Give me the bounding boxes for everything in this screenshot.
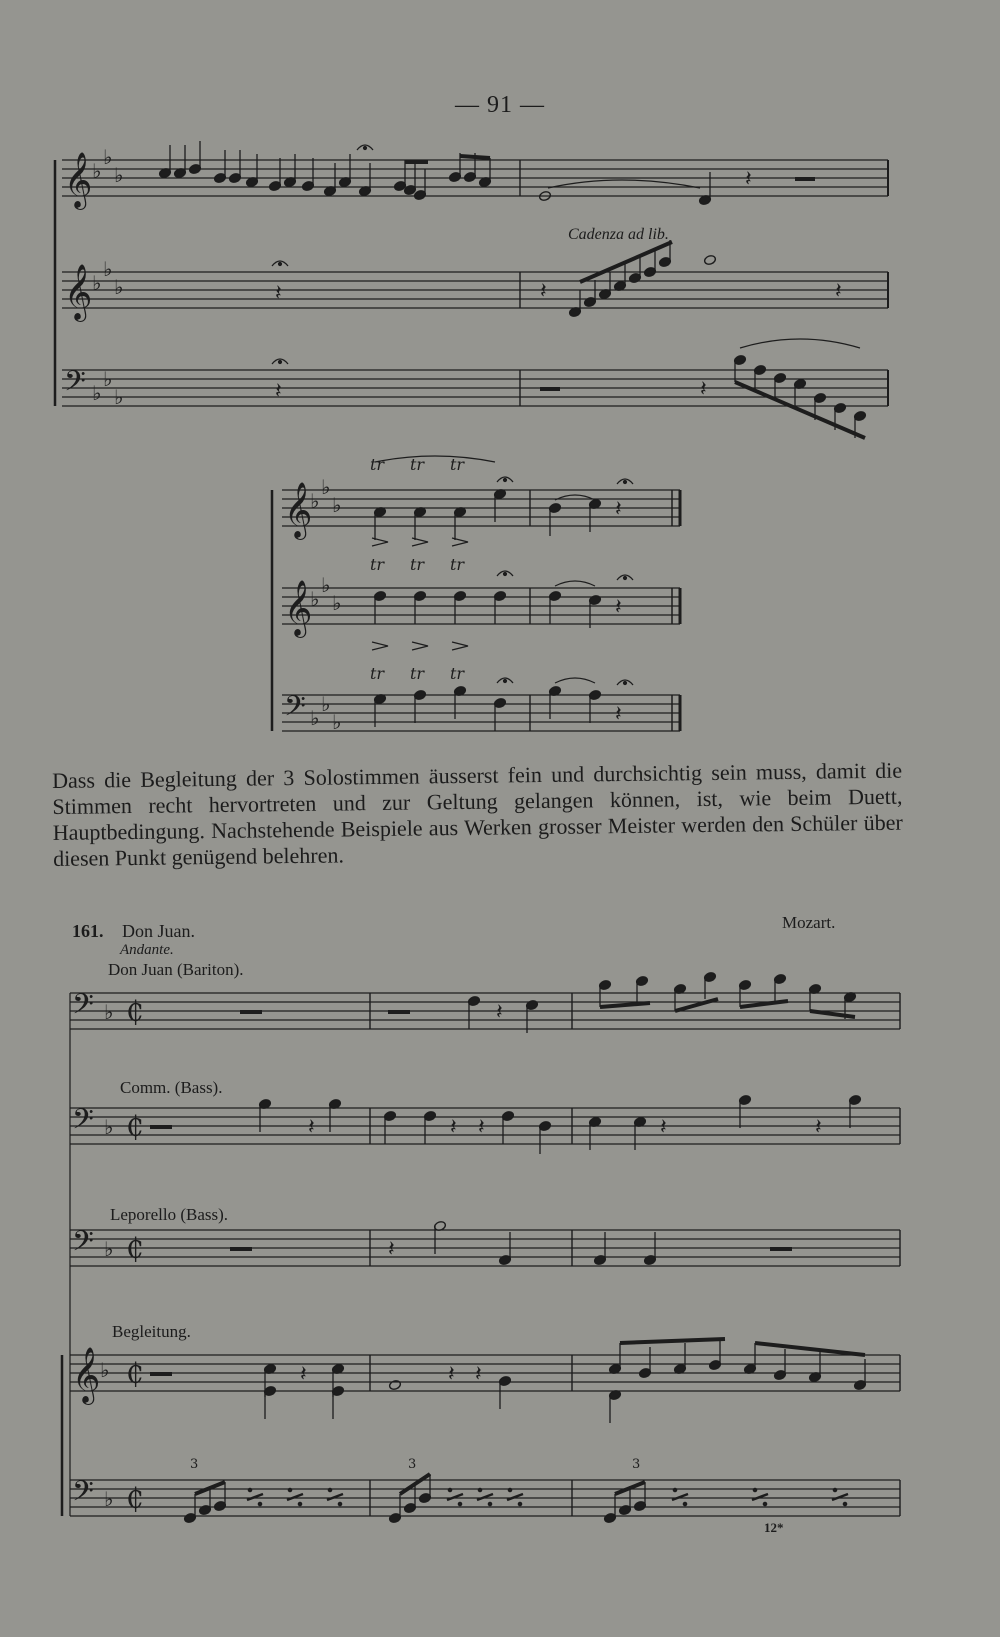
rest-icon: 𝄽 — [835, 279, 842, 304]
repeat-dot — [448, 1488, 452, 1492]
flat-sign-icon: ♭ — [332, 710, 342, 734]
repeat-dot — [753, 1488, 757, 1492]
flat-sign-icon: ♭ — [103, 145, 113, 169]
flat-sign-icon: ♭ — [92, 381, 102, 405]
trill-mark: tr — [370, 555, 385, 574]
repeat-dot — [478, 1488, 482, 1492]
treble-clef-icon: 𝄞 — [64, 152, 93, 208]
flat-sign-icon: ♭ — [321, 475, 331, 499]
accent-mark — [452, 538, 468, 546]
flat-sign-icon: ♭ — [92, 159, 102, 183]
footer-signature-mark: 12* — [764, 1520, 784, 1535]
fermata-dot — [623, 576, 626, 579]
example-title: Don Juan. — [122, 921, 195, 941]
flat-sign-icon: ♭ — [332, 591, 342, 615]
flat-sign-icon: ♭ — [310, 587, 320, 611]
treble-clef-icon: 𝄞 — [284, 482, 313, 538]
repeat-slash — [507, 1494, 523, 1500]
accent-mark — [372, 538, 388, 546]
rest-icon: 𝄽 — [815, 1115, 822, 1140]
trill-mark: tr — [410, 664, 425, 683]
fermata-dot — [278, 262, 281, 265]
note-beam — [460, 156, 490, 158]
repeat-dot — [488, 1502, 492, 1506]
repeat-slash — [247, 1494, 263, 1500]
flat-sign-icon: ♭ — [310, 489, 320, 513]
slur — [740, 339, 860, 348]
rest-icon: 𝄽 — [540, 279, 547, 304]
flat-sign-icon: ♭ — [114, 275, 124, 299]
trill-mark: tr — [450, 555, 465, 574]
fermata-dot — [503, 478, 506, 481]
rest-icon: 𝄽 — [745, 167, 752, 192]
repeat-dot — [833, 1488, 837, 1492]
flat-sign-icon: ♭ — [321, 573, 331, 597]
staff-1-lower — [62, 370, 888, 406]
page-number: — 91 — — [455, 92, 545, 118]
trill-mark: tr — [370, 664, 385, 683]
example-number: 161. — [72, 921, 104, 941]
flat-sign-icon: ♭ — [114, 385, 124, 409]
fermata-dot — [363, 146, 366, 149]
part-label-don-juan: Don Juan (Bariton). — [108, 960, 244, 979]
rest-icon: 𝄽 — [475, 1362, 482, 1387]
flat-sign-icon: ♭ — [100, 1358, 110, 1382]
rest-icon: 𝄽 — [478, 1115, 485, 1140]
flat-sign-icon: ♭ — [104, 1000, 114, 1024]
flat-sign-icon: ♭ — [310, 706, 320, 730]
repeat-slash — [672, 1494, 688, 1500]
cut-time-icon: ₵ — [126, 995, 144, 1028]
rest-icon: 𝄽 — [615, 595, 622, 620]
rest-icon: 𝄽 — [388, 1237, 395, 1262]
fermata-dot — [623, 480, 626, 483]
slur — [375, 456, 495, 462]
rest-icon: 𝄽 — [308, 1115, 315, 1140]
treble-clef-icon: 𝄞 — [64, 264, 93, 320]
flat-sign-icon: ♭ — [103, 257, 113, 281]
bass-clef-icon: 𝄢 — [72, 1103, 94, 1143]
accent-mark — [452, 642, 468, 650]
treble-clef-icon: 𝄞 — [72, 1347, 101, 1403]
trill-mark: tr — [450, 455, 465, 474]
fermata-dot — [503, 679, 506, 682]
triplet-mark: 3 — [408, 1457, 417, 1472]
rest-icon: 𝄽 — [275, 281, 282, 306]
trill-mark: tr — [410, 555, 425, 574]
repeat-dot — [288, 1488, 292, 1492]
bass-clef-icon: 𝄢 — [72, 988, 94, 1028]
rest-icon: 𝄽 — [496, 1000, 503, 1025]
fermata-dot — [503, 572, 506, 575]
flat-sign-icon: ♭ — [114, 163, 124, 187]
repeat-slash — [447, 1494, 463, 1500]
repeat-slash — [832, 1494, 848, 1500]
repeat-slash — [327, 1494, 343, 1500]
bass-clef-icon: 𝄢 — [72, 1225, 94, 1265]
fermata-dot — [623, 681, 626, 684]
repeat-slash — [752, 1494, 768, 1500]
fermata-dot — [278, 360, 281, 363]
paragraph-text: Dass die Begleitung der 3 Solostimmen äusserst fein und durchsichtig sein muss, damit die Stimmen recht hervortreten und zur Geltung gelangen können, ist, wie beim Duett, Hauptbedingung. Nachstehende Beispiele aus Werken grosser Meister werden den Schüler über diesen Punkt genügend belehren. — [52, 757, 903, 871]
treble-clef-icon: 𝄞 — [284, 580, 313, 636]
repeat-dot — [763, 1502, 767, 1506]
rest-icon: 𝄽 — [300, 1362, 307, 1387]
example-staff-2 — [70, 1108, 900, 1144]
repeat-dot — [248, 1488, 252, 1492]
repeat-dot — [458, 1502, 462, 1506]
repeat-dot — [508, 1488, 512, 1492]
flat-sign-icon: ♭ — [104, 1115, 114, 1139]
repeat-slash — [477, 1494, 493, 1500]
triplet-mark: 3 — [190, 1457, 199, 1472]
note-beam — [755, 1343, 865, 1355]
triplet-mark: 3 — [632, 1457, 641, 1472]
repeat-dot — [298, 1502, 302, 1506]
paragraph — [52, 758, 903, 872]
staff-1-middle — [62, 272, 888, 308]
part-label-begleitung: Begleitung. — [112, 1322, 191, 1341]
flat-sign-icon: ♭ — [332, 493, 342, 517]
repeat-dot — [518, 1502, 522, 1506]
note-head — [388, 1379, 401, 1390]
cut-time-icon: ₵ — [126, 1482, 144, 1515]
composer-name: Mozart. — [782, 913, 836, 932]
tempo-marking: Andante. — [120, 942, 174, 958]
repeat-dot — [258, 1502, 262, 1506]
rest-icon: 𝄽 — [700, 377, 707, 402]
slur — [555, 678, 595, 683]
flat-sign-icon: ♭ — [321, 692, 331, 716]
trill-mark: tr — [410, 455, 425, 474]
rest-icon: 𝄽 — [450, 1115, 457, 1140]
rest-icon: 𝄽 — [660, 1115, 667, 1140]
slur — [555, 581, 595, 586]
rest-icon: 𝄽 — [448, 1362, 455, 1387]
repeat-dot — [328, 1488, 332, 1492]
flat-sign-icon: ♭ — [104, 1487, 114, 1511]
repeat-dot — [683, 1502, 687, 1506]
rest-icon: 𝄽 — [275, 379, 282, 404]
repeat-dot — [673, 1488, 677, 1492]
note-beam — [620, 1339, 725, 1343]
bass-clef-icon: 𝄢 — [72, 1475, 94, 1515]
trill-mark: tr — [450, 664, 465, 683]
accent-mark — [412, 642, 428, 650]
cadenza-label: Cadenza ad lib. — [568, 226, 669, 243]
accent-mark — [372, 642, 388, 650]
flat-sign-icon: ♭ — [103, 367, 113, 391]
note-head — [703, 254, 716, 265]
repeat-dot — [843, 1502, 847, 1506]
rest-icon: 𝄽 — [615, 497, 622, 522]
repeat-dot — [338, 1502, 342, 1506]
rest-icon: 𝄽 — [615, 702, 622, 727]
note-beam — [735, 382, 865, 438]
note-beam — [600, 1003, 650, 1007]
part-label-leporello: Leporello (Bass). — [110, 1205, 229, 1224]
note-beam — [675, 999, 718, 1011]
trill-mark: tr — [370, 455, 385, 474]
note-beam — [580, 242, 672, 282]
note-beam — [810, 1011, 855, 1017]
repeat-slash — [287, 1494, 303, 1500]
cut-time-icon: ₵ — [126, 1357, 144, 1390]
flat-sign-icon: ♭ — [92, 271, 102, 295]
cut-time-icon: ₵ — [126, 1232, 144, 1265]
bass-clef-icon: 𝄢 — [64, 365, 86, 405]
flat-sign-icon: ♭ — [104, 1237, 114, 1261]
part-label-comm: Comm. (Bass). — [120, 1078, 223, 1097]
accent-mark — [412, 538, 428, 546]
cut-time-icon: ₵ — [126, 1110, 144, 1143]
bass-clef-icon: 𝄢 — [284, 690, 306, 730]
